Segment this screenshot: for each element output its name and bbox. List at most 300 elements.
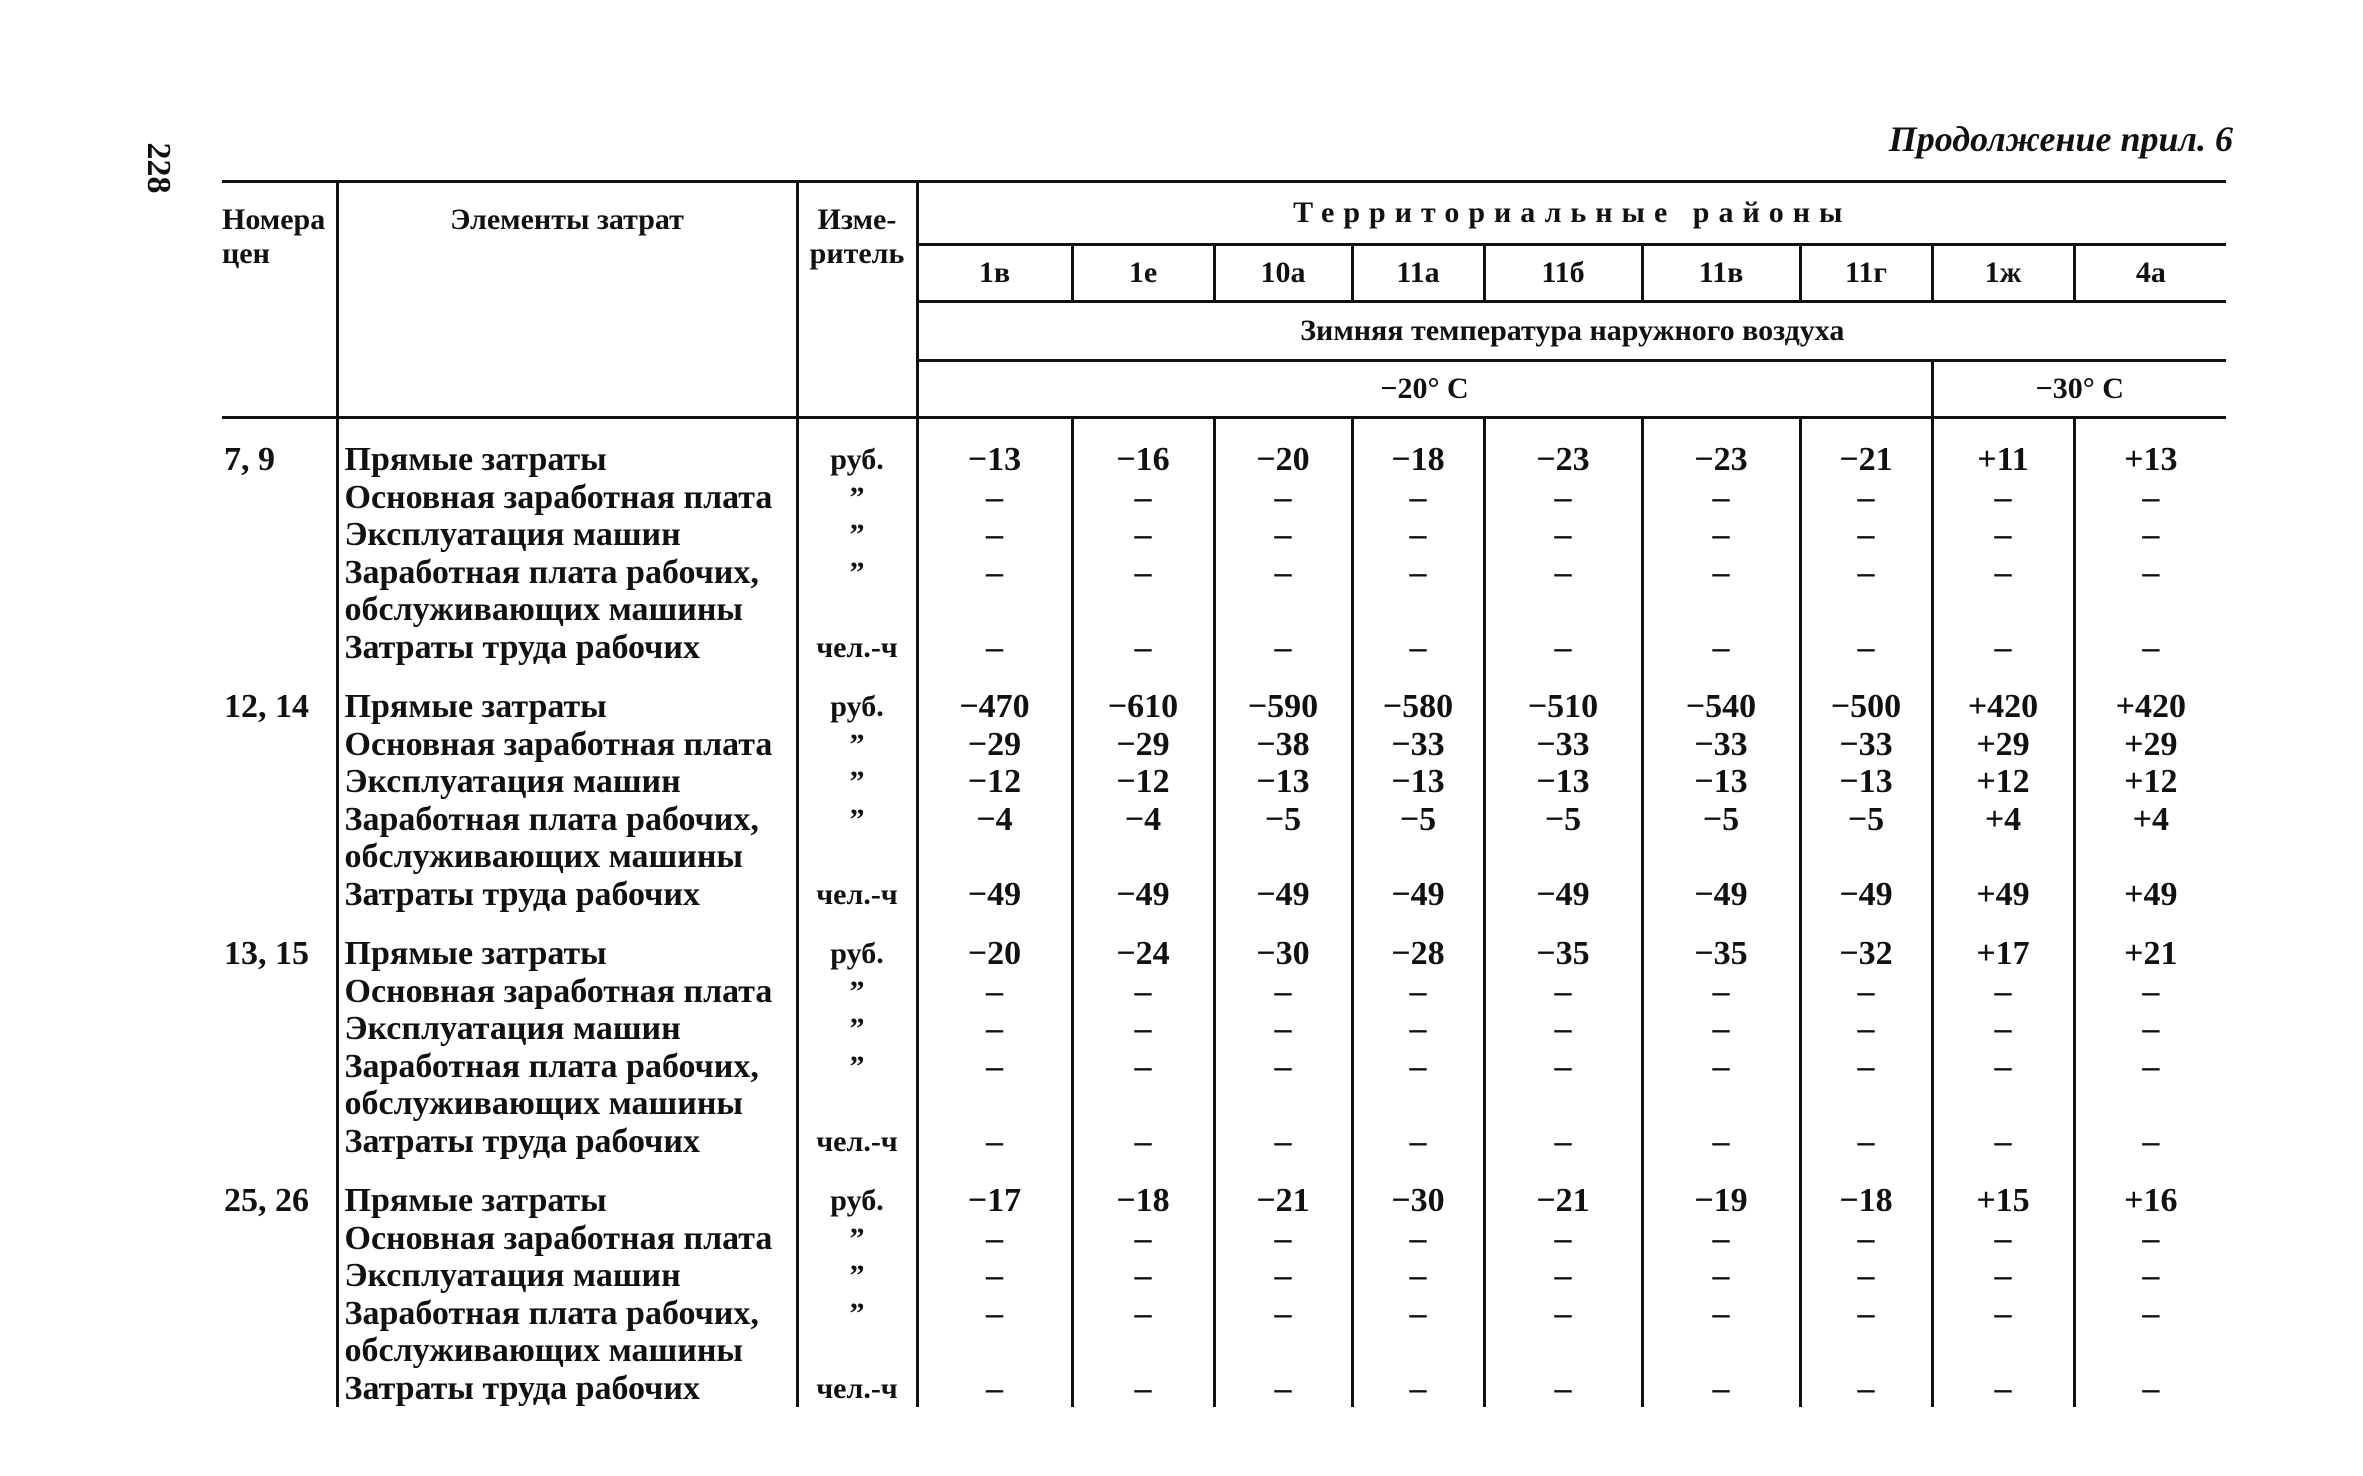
value-cell: −18 [1800, 1160, 1932, 1220]
value-cell: – [2142, 516, 2160, 553]
value-cell: – [917, 479, 1072, 517]
value-cell: −29 [1072, 726, 1214, 764]
value-cell: – [1214, 1010, 1352, 1048]
unit-cell: ” [797, 1220, 917, 1258]
district-header-4: 11б [1484, 245, 1642, 302]
value-cell: −4 [917, 801, 1072, 839]
value-cell: −49 [917, 876, 1072, 914]
value-cell: +49 [1932, 876, 2074, 914]
district-header-3: 11а [1352, 245, 1484, 302]
value-cell: – [1484, 1048, 1642, 1086]
value-cell: – [1214, 629, 1352, 667]
value-cell: −21 [1214, 1160, 1352, 1220]
value-cell: – [1072, 973, 1214, 1011]
price-numbers [222, 479, 337, 517]
table-row [222, 726, 2226, 764]
header-temp-minus20 [917, 361, 1932, 418]
value-cell: +420 [1932, 666, 2074, 726]
value-cell: – [1214, 554, 1352, 592]
unit-cell: ” [797, 801, 917, 839]
district-header-6: 11г [1800, 245, 1932, 302]
value-cell: – [1932, 479, 2074, 517]
value-cell: +21 [2124, 935, 2178, 972]
value-cell: −33 [1484, 726, 1642, 764]
value-cell: – [1800, 629, 1932, 667]
cost-element: Затраты труда рабочих [337, 629, 797, 667]
temp-minus20-label: −20° С [1380, 372, 1469, 405]
value-cell [2074, 591, 2226, 629]
value-cell: – [1072, 629, 1214, 667]
unit-cell [797, 838, 917, 876]
value-cell [1072, 1332, 1214, 1370]
cost-element: Прямые затраты [337, 1160, 797, 1220]
value-cell: −18 [1072, 1160, 1214, 1220]
value-cell: – [917, 1123, 1072, 1161]
value-cell: – [1932, 1295, 2074, 1333]
value-cell: – [1072, 479, 1214, 517]
value-cell: −16 [1072, 418, 1214, 479]
value-cell: – [1642, 1010, 1800, 1048]
value-cell: −540 [1642, 666, 1800, 726]
unit-cell: чел.-ч [797, 1123, 917, 1161]
price-numbers [222, 1048, 337, 1086]
value-cell: – [1352, 973, 1484, 1011]
district-header-7: 1ж [1932, 245, 2074, 302]
cost-element: Эксплуатация машин [337, 763, 797, 801]
value-cell: – [1214, 1048, 1352, 1086]
table-row [222, 1332, 2226, 1370]
value-cell: −32 [1800, 913, 1932, 973]
value-cell: – [1932, 1123, 2074, 1161]
price-numbers [222, 554, 337, 592]
price-numbers [222, 629, 337, 667]
value-cell [1352, 1332, 1484, 1370]
table-row [222, 1123, 2226, 1161]
value-cell [917, 838, 1072, 876]
cost-element: Прямые затраты [337, 418, 797, 479]
value-cell: – [1484, 1123, 1642, 1161]
value-cell: −470 [917, 666, 1072, 726]
value-cell: – [917, 1257, 1072, 1295]
unit-cell: ” [797, 1048, 917, 1086]
value-cell: – [1484, 554, 1642, 592]
value-cell: −49 [1352, 876, 1484, 914]
value-cell: – [1072, 1257, 1214, 1295]
cost-element: Заработная плата рабочих, [337, 554, 797, 592]
value-cell: – [1214, 1220, 1352, 1258]
value-cell: – [917, 1048, 1072, 1086]
unit-cell: чел.-ч [797, 629, 917, 667]
value-cell: – [1214, 973, 1352, 1011]
cost-element: Заработная плата рабочих, [337, 1295, 797, 1333]
unit-cell: ” [797, 973, 917, 1011]
cost-element: Основная заработная плата [337, 726, 797, 764]
table-row [222, 763, 2226, 801]
price-numbers [222, 838, 337, 876]
value-cell: −610 [1072, 666, 1214, 726]
price-numbers [222, 726, 337, 764]
district-header-1: 1е [1072, 245, 1214, 302]
table-body [222, 418, 2226, 1408]
value-cell: – [2142, 1294, 2160, 1332]
value-cell: −19 [1642, 1160, 1800, 1220]
value-cell [917, 591, 1072, 629]
value-cell [1352, 838, 1484, 876]
value-cell: – [917, 1220, 1072, 1258]
table-row [222, 913, 2226, 973]
value-cell: – [917, 554, 1072, 592]
value-cell: – [1352, 1220, 1484, 1258]
value-cell [1484, 1332, 1642, 1370]
table-row [222, 554, 2226, 592]
value-cell: – [1642, 1048, 1800, 1086]
price-numbers [222, 876, 337, 914]
unit-cell: ” [797, 1010, 917, 1048]
table-header [222, 182, 2226, 418]
value-cell [1072, 1085, 1214, 1123]
value-cell: – [2142, 553, 2160, 591]
value-cell: −4 [1072, 801, 1214, 839]
value-cell [1800, 1332, 1932, 1370]
header-territorial-label: Территориальные районы [1293, 196, 1852, 229]
value-cell: – [2142, 1010, 2160, 1047]
value-cell: −20 [1214, 418, 1352, 479]
value-cell: – [2142, 1369, 2160, 1407]
value-cell: – [1484, 516, 1642, 554]
district-header-5: 11в [1642, 245, 1800, 302]
header-unit [797, 182, 917, 418]
unit-cell: чел.-ч [797, 876, 917, 914]
header-territorial [917, 182, 2226, 245]
value-cell: −38 [1214, 726, 1352, 764]
unit-cell: ” [797, 1295, 917, 1333]
cost-element: Основная заработная плата [337, 479, 797, 517]
value-cell: – [1484, 1257, 1642, 1295]
unit-cell: ” [797, 1257, 917, 1295]
value-cell: – [1642, 629, 1800, 667]
unit-cell: руб. [797, 1160, 917, 1220]
value-cell: −13 [917, 418, 1072, 479]
price-numbers [222, 1220, 337, 1258]
value-cell: −33 [1642, 726, 1800, 764]
value-cell: – [917, 516, 1072, 554]
unit-cell: ” [797, 726, 917, 764]
value-cell: +17 [1932, 913, 2074, 973]
price-numbers [222, 1010, 337, 1048]
cost-element: Заработная плата рабочих, [337, 801, 797, 839]
value-cell: −5 [1800, 801, 1932, 839]
cost-element: Основная заработная плата [337, 1220, 797, 1258]
value-cell [1800, 1085, 1932, 1123]
value-cell: −5 [1214, 801, 1352, 839]
value-cell: – [1800, 1370, 1932, 1408]
unit-cell: чел.-ч [797, 1370, 917, 1408]
value-cell: – [2142, 1219, 2160, 1257]
cost-element: Прямые затраты [337, 666, 797, 726]
unit-cell: ” [797, 554, 917, 592]
price-numbers: 25, 26 [222, 1160, 337, 1220]
value-cell: −13 [1484, 763, 1642, 801]
value-cell: – [1072, 1370, 1214, 1408]
table-row [222, 516, 2226, 554]
continuation-title: Продолжение прил. 6 [1888, 119, 2233, 159]
value-cell: +12 [1932, 763, 2074, 801]
value-cell: – [1642, 554, 1800, 592]
value-cell: −33 [1800, 726, 1932, 764]
value-cell: – [1352, 629, 1484, 667]
value-cell: – [917, 629, 1072, 667]
value-cell [1214, 1085, 1352, 1123]
value-cell: – [2142, 1122, 2160, 1160]
value-cell [2074, 838, 2226, 876]
value-cell: – [1800, 516, 1932, 554]
value-cell [2074, 1332, 2226, 1370]
price-numbers: 12, 14 [222, 666, 337, 726]
table-row [222, 591, 2226, 629]
value-cell: – [917, 1370, 1072, 1408]
value-cell: – [1072, 1048, 1214, 1086]
header-winter-temp [917, 302, 2226, 361]
price-numbers [222, 1257, 337, 1295]
value-cell: −23 [1642, 418, 1800, 479]
value-cell: – [1352, 1123, 1484, 1161]
district-header-8: 4а [2074, 245, 2226, 302]
value-cell [1642, 1332, 1800, 1370]
value-cell: −24 [1072, 913, 1214, 973]
value-cell: −30 [1214, 913, 1352, 973]
value-cell: – [1214, 516, 1352, 554]
value-cell: −12 [1072, 763, 1214, 801]
value-cell [1484, 838, 1642, 876]
value-cell: −49 [1800, 876, 1932, 914]
cost-element: Затраты труда рабочих [337, 1123, 797, 1161]
value-cell: – [1800, 554, 1932, 592]
header-temp-minus30 [1932, 361, 2226, 418]
value-cell: – [1072, 1295, 1214, 1333]
value-cell: – [1932, 554, 2074, 592]
value-cell: – [1072, 1220, 1214, 1258]
value-cell: – [1932, 1220, 2074, 1258]
table-row [222, 1085, 2226, 1123]
cost-element: Заработная плата рабочих, [337, 1048, 797, 1086]
value-cell [1072, 838, 1214, 876]
value-cell [917, 1332, 1072, 1370]
value-cell: – [1214, 1257, 1352, 1295]
value-cell: – [917, 1010, 1072, 1048]
value-cell [1072, 591, 1214, 629]
value-cell: – [1642, 479, 1800, 517]
value-cell: −5 [1484, 801, 1642, 839]
value-cell [1642, 591, 1800, 629]
unit-cell [797, 1085, 917, 1123]
value-cell: – [2142, 628, 2160, 666]
header-elements [337, 182, 797, 418]
value-cell: – [1352, 516, 1484, 554]
value-cell: – [1484, 1010, 1642, 1048]
value-cell: +420 [2115, 688, 2186, 725]
value-cell: – [1352, 1257, 1484, 1295]
value-cell: – [1932, 1370, 2074, 1408]
value-cell: – [1932, 516, 2074, 554]
value-cell [1642, 1085, 1800, 1123]
price-numbers [222, 1123, 337, 1161]
value-cell: – [1800, 973, 1932, 1011]
table-row [222, 1257, 2226, 1295]
value-cell: +11 [1932, 418, 2074, 479]
value-cell: – [1642, 1220, 1800, 1258]
value-cell: −18 [1352, 418, 1484, 479]
value-cell: – [1484, 973, 1642, 1011]
value-cell: +16 [2124, 1182, 2178, 1219]
value-cell [1214, 838, 1352, 876]
price-numbers [222, 1370, 337, 1408]
cost-element: Затраты труда рабочих [337, 876, 797, 914]
table-row [222, 666, 2226, 726]
cost-element: Эксплуатация машин [337, 516, 797, 554]
value-cell [1484, 1085, 1642, 1123]
value-cell: – [1932, 1048, 2074, 1086]
value-cell: – [1072, 1123, 1214, 1161]
value-cell: +4 [1932, 801, 2074, 839]
header-numbers-label: Номера цен [222, 203, 326, 270]
value-cell: −33 [1352, 726, 1484, 764]
value-cell [1352, 1085, 1484, 1123]
value-cell: – [1642, 1257, 1800, 1295]
value-cell: −21 [1484, 1160, 1642, 1220]
value-cell [2074, 1085, 2226, 1123]
district-header-0: 1в [917, 245, 1072, 302]
value-cell: −590 [1214, 666, 1352, 726]
cost-element: обслуживающих машины [337, 591, 797, 629]
value-cell: – [1484, 479, 1642, 517]
value-cell: −30 [1352, 1160, 1484, 1220]
header-elements-label: Элементы затрат [450, 203, 684, 236]
value-cell: – [1932, 629, 2074, 667]
unit-cell: ” [797, 763, 917, 801]
value-cell [1214, 1332, 1352, 1370]
value-cell: – [1800, 1048, 1932, 1086]
unit-cell: руб. [797, 666, 917, 726]
value-cell: – [1642, 516, 1800, 554]
unit-cell: руб. [797, 418, 917, 479]
value-cell: −49 [1072, 876, 1214, 914]
table-row [222, 838, 2226, 876]
value-cell: −580 [1352, 666, 1484, 726]
value-cell: – [1352, 1295, 1484, 1333]
value-cell: – [1932, 973, 2074, 1011]
cost-element: обслуживающих машины [337, 1332, 797, 1370]
temp-minus30-label: −30° С [2035, 372, 2124, 405]
value-cell [1932, 591, 2074, 629]
value-cell [917, 1085, 1072, 1123]
value-cell: – [1800, 1257, 1932, 1295]
header-unit-label: Изме-ритель [809, 203, 905, 270]
value-cell: – [1484, 1220, 1642, 1258]
unit-cell: ” [797, 516, 917, 554]
value-cell: – [2142, 972, 2160, 1010]
value-cell: – [2142, 1257, 2160, 1294]
table-row [222, 1295, 2226, 1333]
value-cell: −17 [917, 1160, 1072, 1220]
value-cell: −49 [1214, 876, 1352, 914]
page-number: 228 [140, 142, 177, 194]
unit-cell [797, 1332, 917, 1370]
cost-element: Эксплуатация машин [337, 1257, 797, 1295]
value-cell: – [1642, 1123, 1800, 1161]
value-cell: – [1932, 1257, 2074, 1295]
value-cell: −13 [1352, 763, 1484, 801]
unit-cell: ” [797, 479, 917, 517]
table-row [222, 1370, 2226, 1408]
value-cell [1642, 838, 1800, 876]
value-cell: −49 [1484, 876, 1642, 914]
value-cell [1800, 838, 1932, 876]
price-numbers: 7, 9 [222, 418, 337, 479]
price-numbers [222, 516, 337, 554]
value-cell: −21 [1800, 418, 1932, 479]
value-cell: −5 [1352, 801, 1484, 839]
price-numbers [222, 591, 337, 629]
value-cell: – [2142, 1047, 2160, 1085]
header-numbers [222, 182, 337, 418]
unit-cell: руб. [797, 913, 917, 973]
value-cell: – [917, 973, 1072, 1011]
value-cell: −49 [1642, 876, 1800, 914]
cost-element: обслуживающих машины [337, 838, 797, 876]
price-numbers [222, 1085, 337, 1123]
value-cell [1484, 591, 1642, 629]
value-cell: −13 [1214, 763, 1352, 801]
value-cell: −13 [1800, 763, 1932, 801]
value-cell: −35 [1642, 913, 1800, 973]
value-cell: −23 [1484, 418, 1642, 479]
value-cell: – [1352, 1370, 1484, 1408]
district-header-2: 10а [1214, 245, 1352, 302]
value-cell: – [1352, 1010, 1484, 1048]
value-cell: – [1214, 1370, 1352, 1408]
price-numbers [222, 1295, 337, 1333]
table-row [222, 1220, 2226, 1258]
value-cell: – [1800, 1123, 1932, 1161]
value-cell: – [917, 1295, 1072, 1333]
value-cell: – [1642, 1295, 1800, 1333]
value-cell: −500 [1800, 666, 1932, 726]
value-cell: – [1800, 1295, 1932, 1333]
value-cell: – [1932, 1010, 2074, 1048]
price-numbers [222, 973, 337, 1011]
value-cell: – [1352, 479, 1484, 517]
table-row [222, 1010, 2226, 1048]
price-numbers [222, 801, 337, 839]
price-numbers [222, 763, 337, 801]
value-cell [1800, 591, 1932, 629]
value-cell [1932, 838, 2074, 876]
value-cell: – [1800, 1220, 1932, 1258]
header-winter-temp-label: Зимняя температура наружного воздуха [1300, 314, 1845, 347]
value-cell: – [1800, 1010, 1932, 1048]
table-row [222, 629, 2226, 667]
value-cell: – [1072, 554, 1214, 592]
table-row [222, 479, 2226, 517]
value-cell: – [2142, 478, 2160, 516]
value-cell: – [1072, 1010, 1214, 1048]
table-row [222, 1048, 2226, 1086]
value-cell: – [1800, 479, 1932, 517]
value-cell: – [1352, 1048, 1484, 1086]
value-cell [1932, 1332, 2074, 1370]
table-row [222, 876, 2226, 914]
value-cell: – [1214, 1123, 1352, 1161]
